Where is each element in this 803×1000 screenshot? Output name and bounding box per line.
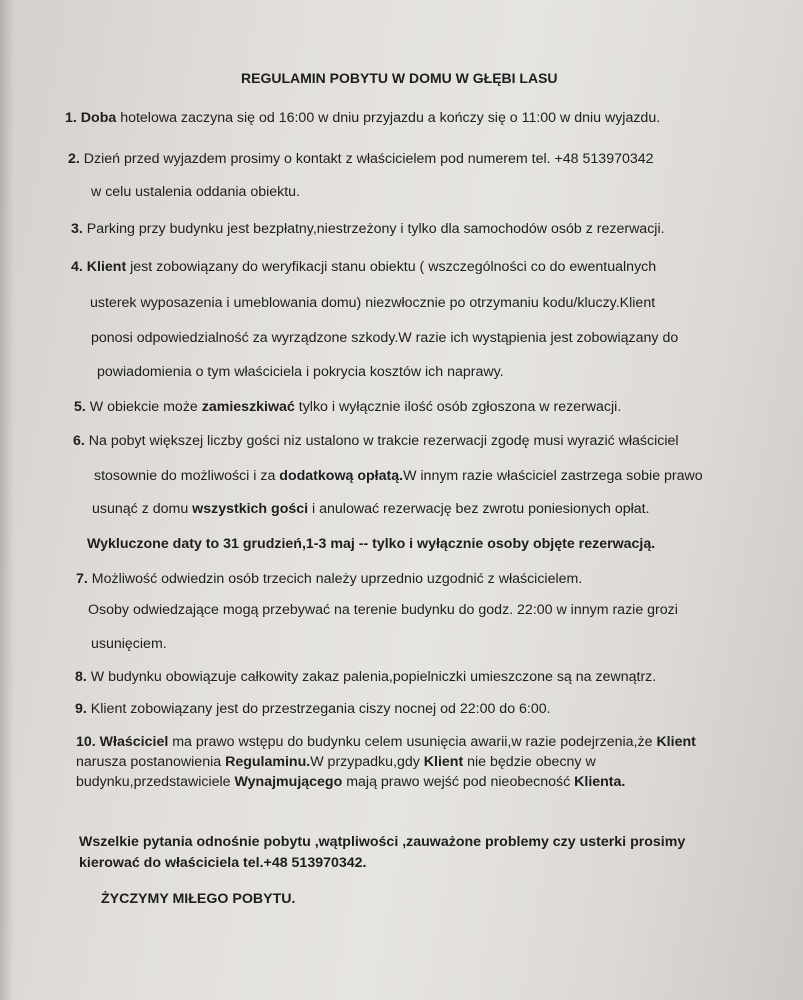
rule-line bbox=[74, 398, 621, 416]
rule-text: W przypadku,gdy bbox=[310, 754, 424, 770]
rule-line bbox=[88, 601, 678, 619]
rule-text-bold: Wynajmującego bbox=[234, 774, 343, 790]
rule-text: usunąć z domu bbox=[92, 501, 193, 517]
rule-text: w celu ustalenia oddania obiektu. bbox=[91, 184, 301, 200]
rule-text: Parking przy budynku jest bezpłatny,niestrzeżony i tylko dla samochodów osób z rezerwacji. bbox=[86, 221, 665, 237]
rule-line bbox=[94, 467, 703, 485]
rule-number: 5. bbox=[74, 399, 90, 415]
rule-line bbox=[75, 668, 656, 686]
rule-text: stosownie do możliwości i za bbox=[94, 468, 280, 484]
rule-text: Osoby odwiedzające mogą przebywać na terenie budynku do godz. 22:00 w innym razie grozi bbox=[88, 602, 678, 618]
rule-text: W obiekcie może bbox=[89, 399, 202, 415]
rule-text: W budynku obowiązuje całkowity zakaz palenia,popielniczki umieszczone są na zewnątrz. bbox=[90, 669, 657, 685]
rule-line bbox=[79, 833, 685, 851]
rule-number: 6. bbox=[73, 433, 89, 449]
rule-text-bold: dodatkową opłatą. bbox=[279, 468, 404, 484]
rule-line bbox=[71, 220, 665, 238]
rule-line bbox=[91, 635, 167, 653]
rule-text-bold: Doba bbox=[80, 110, 117, 126]
rule-number: 8. bbox=[75, 669, 91, 685]
rule-text: usunięciem. bbox=[91, 636, 167, 652]
rule-text-bold: Klienta. bbox=[574, 774, 626, 790]
rule-number: 1. bbox=[65, 110, 81, 126]
rule-text: hotelowa zaczyna się od 16:00 w dniu przyjazdu a kończy się o 11:00 w dniu wyjazdu. bbox=[116, 110, 661, 126]
rule-text-bold: 10. Właściciel bbox=[76, 734, 169, 750]
rule-line bbox=[87, 535, 655, 553]
rule-line bbox=[65, 109, 660, 127]
rule-text: Na pobyt większej liczby gości niz ustalono w trakcie rezerwacji zgodę musi wyrazić właściciel bbox=[88, 433, 679, 449]
rule-text-bold: Klient bbox=[86, 259, 127, 275]
rule-line bbox=[79, 854, 367, 872]
rule-text: Klient zobowiązany jest do przestrzegania ciszy nocnej od 22:00 do 6:00. bbox=[90, 701, 551, 717]
rule-text-bold: Wykluczone daty to 31 grudzień,1-3 maj -- tylko i wyłącznie osoby objęte rezerwacją. bbox=[87, 536, 656, 552]
rule-number: 9. bbox=[75, 701, 91, 717]
rule-text: jest zobowiązany do weryfikacji stanu obiektu ( wszczególności co do ewentualnych bbox=[126, 259, 657, 275]
rule-text-bold: ŻYCZYMY MIŁEGO POBYTU. bbox=[101, 891, 296, 907]
rule-text-bold: Wszelkie pytania odnośnie pobytu ,wątpliwości ,zauważone problemy czy usterki prosimy bbox=[79, 834, 686, 850]
rule-text: mają prawo wejść pod nieobecność bbox=[342, 774, 575, 790]
rule-line bbox=[73, 432, 679, 450]
rule-line bbox=[76, 773, 625, 791]
rule-text: nie będzie obecny w bbox=[463, 754, 596, 770]
rule-text: Możliwość odwiedzin osób trzecich należy uprzednio uzgodnić z właścicielem. bbox=[91, 571, 583, 587]
rule-line bbox=[75, 700, 551, 718]
rule-text: powiadomienia o tym właściciela i pokrycia kosztów ich naprawy. bbox=[97, 364, 504, 380]
rule-text: i anulować rezerwację bez zwrotu poniesionych opłat. bbox=[308, 501, 650, 517]
rule-text: ponosi odpowiedzialność za wyrządzone szkody.W razie ich wystąpienia jest zobowiązany do bbox=[91, 330, 679, 346]
rule-number: 3. bbox=[71, 221, 87, 237]
rule-text: budynku,przedstawiciele bbox=[76, 774, 235, 790]
rule-text-bold: wszystkich gości bbox=[192, 501, 309, 517]
rule-text: Dzień przed wyjazdem prosimy o kontakt z właścicielem pod numerem tel. +48 513970342 bbox=[83, 151, 654, 167]
rule-text-bold: kierować do właściciela tel.+48 513970342. bbox=[79, 855, 367, 871]
rule-number: 4. bbox=[71, 259, 87, 275]
rule-line bbox=[90, 294, 655, 312]
rule-text-bold: Klient bbox=[656, 734, 696, 750]
rule-line bbox=[91, 329, 678, 347]
rule-text: W innym razie właściciel zastrzega sobie prawo bbox=[403, 468, 703, 484]
rule-line bbox=[76, 733, 696, 751]
rule-text: usterek wyposazenia i umeblowania domu) niezwłocznie po otrzymaniu kodu/kluczy.Klient bbox=[90, 295, 656, 311]
rule-text: tylko i wyłącznie ilość osób zgłoszona w rezerwacji. bbox=[294, 399, 622, 415]
rule-line bbox=[92, 500, 650, 518]
rule-line bbox=[76, 753, 596, 771]
rule-text-bold: zamieszkiwać bbox=[201, 399, 295, 415]
rule-text-bold: Regulaminu. bbox=[225, 754, 311, 770]
rule-line bbox=[101, 890, 295, 908]
rule-text-bold: Klient bbox=[423, 754, 464, 770]
rule-line bbox=[68, 150, 654, 168]
document-title: REGULAMIN POBYTU W DOMU W GŁĘBI LASU bbox=[241, 70, 558, 86]
rule-line bbox=[71, 258, 656, 276]
rule-number: 2. bbox=[68, 151, 84, 167]
rule-line bbox=[76, 570, 582, 588]
rule-number: 7. bbox=[76, 571, 92, 587]
rule-text: ma prawo wstępu do budynku celem usunięcia awarii,w razie podejrzenia,że bbox=[168, 734, 657, 750]
rule-text: narusza postanowienia bbox=[76, 754, 226, 770]
rule-line bbox=[91, 183, 300, 201]
rule-line bbox=[97, 363, 504, 381]
page-edge-shadow bbox=[0, 0, 14, 1000]
